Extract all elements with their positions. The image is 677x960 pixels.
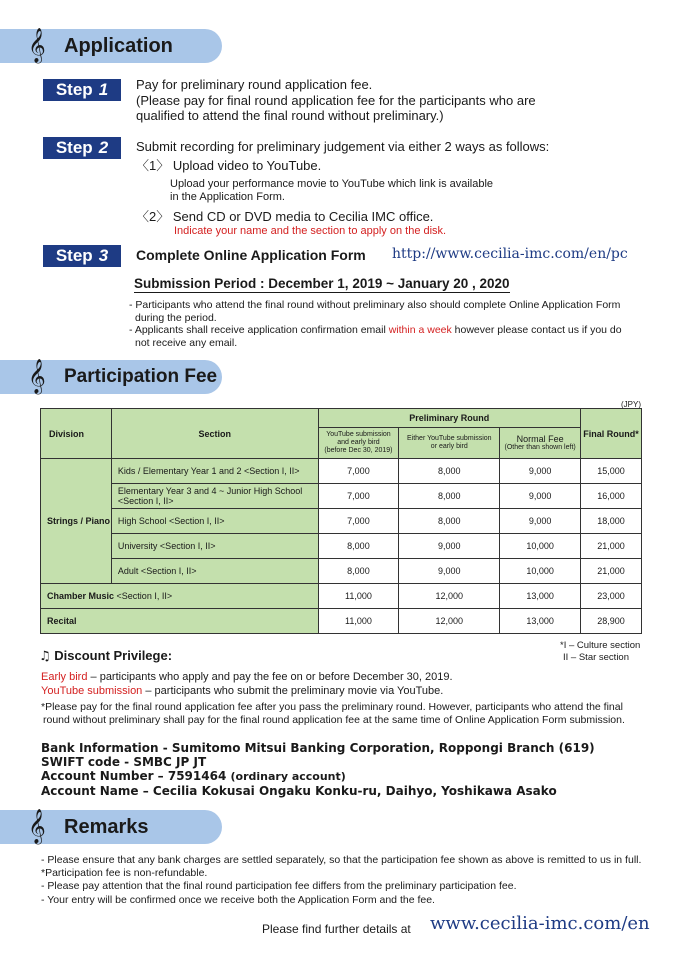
application-notes: - Participants who attend the final round without preliminary also should complete Online Application Form during the period. - Applicants shall receive application confirmation email within a week however please contact us if you do not receive any email.: [129, 299, 622, 349]
table-row: High School <Section I, II> 7,000 8,000 9,000 18,000: [41, 509, 642, 534]
step-2-line1: Submit recording for preliminary judgement via either 2 ways as follows:: [136, 139, 550, 154]
section-footnote: *I – Culture section II – Star section: [560, 640, 641, 663]
strings-piano-division: Strings / Piano: [41, 459, 112, 584]
table-row: Elementary Year 3 and 4 ~ Junior High School <Section I, II> 7,000 8,000 9,000 16,000: [41, 484, 642, 509]
currency-label: (JPY): [621, 400, 641, 409]
submission-period: Submission Period : December 1, 2019 ~ January 20 , 2020: [134, 276, 510, 291]
step-3-title: Complete Online Application Form: [136, 247, 366, 263]
table-row: Chamber Music <Section I, II> 11,000 12,000 13,000 23,000: [41, 584, 642, 609]
music-notes-icon: ♫: [39, 649, 51, 664]
bank-info: Bank Information - Sumitomo Mitsui Banking Corporation, Roppongi Branch (619) SWIFT code - SMBC JP JT Account Number – 7591464 (ordinary account) Account Name – Cecilia Kokusai Ongaku Konku-ru, Daihyo, Yoshikawa Asako: [41, 741, 595, 798]
step-3-url[interactable]: http://www.cecilia-imc.com/en/pc: [392, 246, 628, 262]
application-title: Application: [64, 34, 173, 57]
application-header: [0, 29, 222, 63]
step-3-badge: Step 3: [43, 245, 121, 267]
table-row: University <Section I, II> 8,000 9,000 10,000 21,000: [41, 534, 642, 559]
prelim-header: Preliminary Round: [318, 409, 581, 428]
step-1-badge: Step 1: [43, 79, 121, 101]
step-2-option-2: 〈2〉 Send CD or DVD media to Cecilia IMC office.: [136, 209, 434, 224]
either-header: Either YouTube submission or early bird: [399, 428, 500, 459]
participation-fee-title: Participation Fee: [64, 366, 218, 387]
youtube-early-header: YouTube submission and early bird (before Dec 30, 2019): [318, 428, 399, 459]
final-header: Final Round*: [581, 409, 642, 459]
normal-header: Normal Fee (Other than shown left): [500, 428, 581, 459]
list-item: *Participation fee is non-refundable.: [41, 867, 208, 880]
remarks-header: [0, 810, 222, 844]
table-row: Recital 11,000 12,000 13,000 28,900: [41, 609, 642, 634]
remarks-list: [41, 854, 666, 907]
step-2-option-1-detail: Upload your performance movie to YouTube which link is available in the Application Form.: [170, 178, 494, 203]
treble-clef-icon: 𝄞: [28, 809, 46, 844]
division-header: Division: [41, 409, 112, 459]
step-2-option-2-detail: Indicate your name and the section to apply on the disk.: [174, 225, 447, 237]
table-row: Strings / Piano Kids / Elementary Year 1 and 2 <Section I, II> 7,000 8,000 9,000 15,000: [41, 459, 642, 484]
discount-details: Early bird – participants who apply and pay the fee on or before December 30, 2019. YouTube submission – participants who submit the preliminary movie via YouTube.: [41, 671, 453, 697]
section-header: Section: [111, 409, 318, 459]
discount-title: ♫ Discount Privilege:: [39, 648, 173, 664]
treble-clef-icon: 𝄞: [28, 359, 46, 394]
step-2-option-1: 〈1〉 Upload video to YouTube.: [136, 158, 322, 173]
step-1-text: Pay for preliminary round application fee. (Please pay for final round application fee for the participants who are qualified to attend the final round without preliminary.): [136, 77, 536, 123]
footer-url[interactable]: www.cecilia-imc.com/en: [430, 913, 650, 934]
step-2-badge: Step 2: [43, 137, 121, 159]
participation-fee-header: [0, 360, 222, 394]
fee-table: [40, 408, 642, 634]
list-item: - Please pay attention that the final round participation fee differs from the preliminary participation fee.: [41, 880, 517, 893]
treble-clef-icon: 𝄞: [28, 28, 46, 63]
further-details-text: Please find further details at: [262, 922, 411, 936]
remarks-title: Remarks: [64, 815, 149, 838]
list-item: - Your entry will be confirmed once we receive both the Application Form and the fee.: [41, 893, 435, 906]
discount-note: *Please pay for the final round application fee after you pass the preliminary round. However, participants who attend the final round without preliminary shall pay for the final round application fee at the same time of Online Application Form submission.: [41, 701, 625, 726]
table-row: Adult <Section I, II> 8,000 9,000 10,000 21,000: [41, 559, 642, 584]
list-item: - Please ensure that any bank charges are settled separately, so that the participation fee shown as above is remitted to us in full.: [41, 854, 642, 866]
